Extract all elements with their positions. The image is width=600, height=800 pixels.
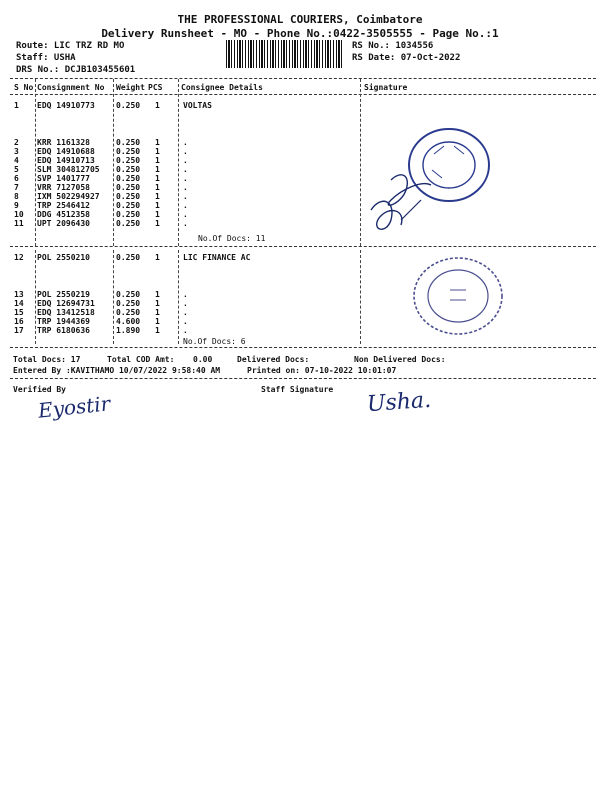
rs-number: RS No.: 1034556 bbox=[352, 41, 434, 51]
row-pcs: 1 bbox=[155, 101, 160, 110]
consignee-signature-scribble-1 bbox=[361, 150, 451, 245]
row-consignment: POL 2550210 bbox=[37, 253, 90, 262]
staff-label: Staff: USHA bbox=[16, 53, 76, 63]
row-weight: 0.250 bbox=[116, 219, 141, 228]
row-pcs: 1 bbox=[155, 210, 160, 219]
col-pcs: PCS bbox=[148, 83, 163, 92]
row-sno: 17 bbox=[14, 326, 24, 335]
row-consignee: . bbox=[183, 183, 188, 192]
row-consignee: . bbox=[183, 165, 188, 174]
row-pcs: 1 bbox=[155, 253, 160, 262]
row-consignee: . bbox=[183, 156, 188, 165]
row-consignment: EDQ 14910688 bbox=[37, 147, 95, 156]
company-title: THE PROFESSIONAL COURIERS, Coimbatore bbox=[177, 13, 423, 26]
row-consignee: . bbox=[183, 299, 188, 308]
row-consignment: SLM 304812705 bbox=[37, 165, 100, 174]
group-doc-count: No.Of Docs: 11 bbox=[198, 234, 266, 243]
col-sno: S No bbox=[14, 83, 34, 92]
row-consignee: . bbox=[183, 174, 188, 183]
row-consignee: . bbox=[183, 192, 188, 201]
delivered-docs: Delivered Docs: bbox=[237, 355, 310, 364]
entered-by: Entered By :KAVITHAMO 10/07/2022 9:58:40 AM bbox=[13, 366, 221, 375]
row-consignee: LIC FINANCE AC bbox=[183, 253, 251, 262]
row-consignment: IXM 502294927 bbox=[37, 192, 100, 201]
lic-stamp bbox=[410, 254, 506, 338]
row-pcs: 1 bbox=[155, 299, 160, 308]
row-weight: 0.250 bbox=[116, 165, 141, 174]
row-sno: 3 bbox=[14, 147, 19, 156]
row-weight: 0.250 bbox=[116, 138, 141, 147]
row-sno: 10 bbox=[14, 210, 24, 219]
row-consignee: . bbox=[183, 138, 188, 147]
divider bbox=[10, 378, 596, 379]
barcode bbox=[226, 40, 344, 68]
row-consignment: EDQ 14910713 bbox=[37, 156, 95, 165]
row-pcs: 1 bbox=[155, 147, 160, 156]
divider bbox=[10, 78, 596, 79]
table-row bbox=[0, 253, 600, 263]
row-consignment: EDQ 13412518 bbox=[37, 308, 95, 317]
row-sno: 9 bbox=[14, 201, 19, 210]
row-consignment: DDG 4512358 bbox=[37, 210, 90, 219]
row-pcs: 1 bbox=[155, 308, 160, 317]
row-consignee: . bbox=[183, 326, 188, 335]
row-pcs: 1 bbox=[155, 183, 160, 192]
row-weight: 1.890 bbox=[116, 326, 141, 335]
route-label: Route: LIC TRZ RD MO bbox=[16, 41, 125, 51]
row-weight: 0.250 bbox=[116, 101, 141, 110]
col-consignee: Consignee Details bbox=[181, 83, 263, 92]
row-consignment: EDQ 14910773 bbox=[37, 101, 95, 110]
row-pcs: 1 bbox=[155, 201, 160, 210]
row-consignee: VOLTAS bbox=[183, 101, 212, 110]
row-consignment: VRR 7127058 bbox=[37, 183, 90, 192]
table-header bbox=[0, 83, 600, 93]
col-weight: Weight bbox=[116, 83, 145, 92]
row-consignment: TRP 6180636 bbox=[37, 326, 90, 335]
row-sno: 7 bbox=[14, 183, 19, 192]
row-pcs: 1 bbox=[155, 165, 160, 174]
row-weight: 0.250 bbox=[116, 183, 141, 192]
row-weight: 0.250 bbox=[116, 253, 141, 262]
row-consignment: SVP 1401777 bbox=[37, 174, 90, 183]
group-doc-count: No.Of Docs: 6 bbox=[183, 337, 246, 346]
row-consignment: TRP 2546412 bbox=[37, 201, 90, 210]
row-sno: 1 bbox=[14, 101, 19, 110]
col-consignment: Consignment No bbox=[37, 83, 105, 92]
staff-signature-label: Staff Signature bbox=[261, 385, 334, 394]
row-sno: 12 bbox=[14, 253, 24, 262]
row-consignment: UPT 2096430 bbox=[37, 219, 90, 228]
non-delivered-docs: Non Delivered Docs: bbox=[354, 355, 446, 364]
verified-by-label: Verified By bbox=[13, 385, 66, 394]
divider bbox=[10, 246, 596, 247]
runsheet-title: Delivery Runsheet - MO - Phone No.:0422-3505555 - Page No.:1 bbox=[101, 27, 499, 40]
table-row bbox=[0, 219, 600, 229]
row-sno: 13 bbox=[14, 290, 24, 299]
row-sno: 4 bbox=[14, 156, 19, 165]
printed-on: Printed on: 07-10-2022 10:01:07 bbox=[247, 366, 397, 375]
total-cod-label: Total COD Amt: bbox=[107, 355, 175, 364]
row-consignee: . bbox=[183, 147, 188, 156]
row-consignment: POL 2550219 bbox=[37, 290, 90, 299]
row-consignee: . bbox=[183, 290, 188, 299]
row-weight: 0.250 bbox=[116, 174, 141, 183]
drs-number: DRS No.: DCJB103455601 bbox=[16, 65, 136, 75]
row-weight: 0.250 bbox=[116, 147, 141, 156]
row-weight: 0.250 bbox=[116, 192, 141, 201]
verifier-signature: Eyostir bbox=[36, 391, 112, 423]
row-sno: 15 bbox=[14, 308, 24, 317]
row-weight: 0.250 bbox=[116, 308, 141, 317]
row-weight: 0.250 bbox=[116, 201, 141, 210]
row-pcs: 1 bbox=[155, 192, 160, 201]
total-docs: Total Docs: 17 bbox=[13, 355, 81, 364]
row-weight: 0.250 bbox=[116, 290, 141, 299]
row-consignment: TRP 1944369 bbox=[37, 317, 90, 326]
divider bbox=[10, 347, 596, 348]
row-sno: 5 bbox=[14, 165, 19, 174]
row-sno: 2 bbox=[14, 138, 19, 147]
row-pcs: 1 bbox=[155, 317, 160, 326]
row-sno: 11 bbox=[14, 219, 24, 228]
row-pcs: 1 bbox=[155, 219, 160, 228]
row-sno: 8 bbox=[14, 192, 19, 201]
row-consignee: . bbox=[183, 219, 188, 228]
row-weight: 0.250 bbox=[116, 156, 141, 165]
row-consignee: . bbox=[183, 308, 188, 317]
row-pcs: 1 bbox=[155, 174, 160, 183]
divider bbox=[10, 94, 596, 95]
row-weight: 0.250 bbox=[116, 299, 141, 308]
row-pcs: 1 bbox=[155, 326, 160, 335]
row-pcs: 1 bbox=[155, 156, 160, 165]
row-consignee: . bbox=[183, 210, 188, 219]
row-sno: 14 bbox=[14, 299, 24, 308]
col-signature: Signature bbox=[364, 83, 408, 92]
total-cod-value: 0.00 bbox=[193, 355, 213, 364]
row-weight: 0.250 bbox=[116, 210, 141, 219]
staff-handwritten-signature: Usha. bbox=[366, 387, 432, 418]
row-sno: 16 bbox=[14, 317, 24, 326]
row-pcs: 1 bbox=[155, 290, 160, 299]
table-row bbox=[0, 101, 600, 111]
rs-date: RS Date: 07-Oct-2022 bbox=[352, 53, 461, 63]
row-sno: 6 bbox=[14, 174, 19, 183]
row-consignee: . bbox=[183, 317, 188, 326]
row-consignment: EDQ 12694731 bbox=[37, 299, 95, 308]
row-weight: 4.600 bbox=[116, 317, 141, 326]
table-row bbox=[0, 326, 600, 336]
row-consignee: . bbox=[183, 201, 188, 210]
row-pcs: 1 bbox=[155, 138, 160, 147]
row-consignment: KRR 1161328 bbox=[37, 138, 90, 147]
